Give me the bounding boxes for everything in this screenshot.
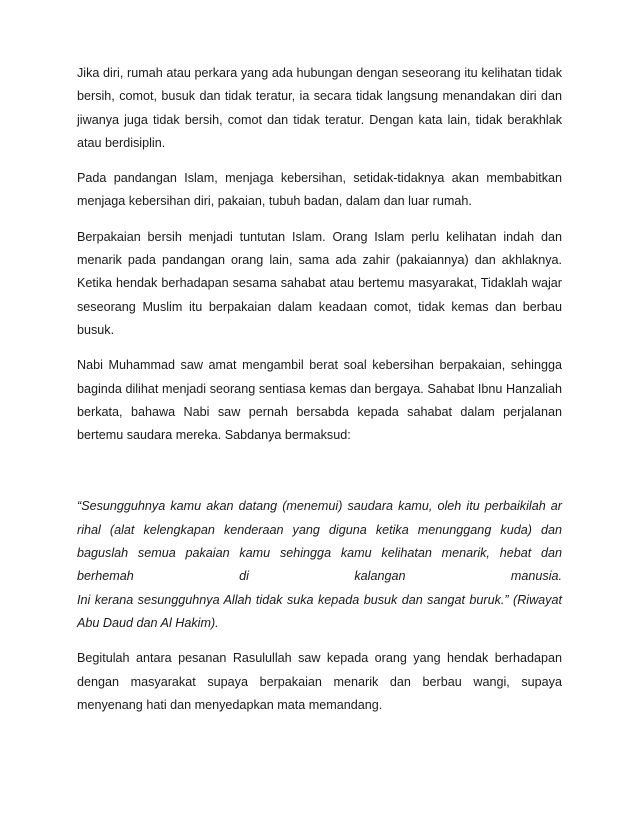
hadith-quote-part-2: Ini kerana sesungguhnya Allah tidak suka kepada busuk dan sangat buruk.” (Riwayat Abu Daud dan Al Hakim).: [77, 592, 562, 630]
closing-paragraph: Begitulah antara pesanan Rasulullah saw kepada orang yang hendak berhadapan dengan masyarakat supaya berpakaian menarik dan berbau wangi, supaya menyenang hati dan menyedapkan mata memandang.: [77, 651, 562, 712]
hadith-quote: [77, 495, 562, 635]
spacer: [77, 459, 562, 495]
paragraph-4: Nabi Muhammad saw amat mengambil berat soal kebersihan berpakaian, sehingga baginda dilihat menjadi seorang sentiasa kemas dan bergaya. Sahabat Ibnu Hanzaliah berkata, bahawa Nabi saw pernah bersabda kepada sahabat dalam perjalanan bertemu saudara mereka. Sabdanya bermaksud:: [77, 358, 562, 443]
paragraph-1: Jika diri, rumah atau perkara yang ada hubungan dengan seseorang itu kelihatan tidak bersih, comot, busuk dan tidak teratur, ia secara tidak langsung menandakan diri dan jiwanya juga tidak bersih, comot dan tidak teratur. Dengan kata lain, tidak berakhlak atau berdisiplin.: [77, 66, 562, 150]
paragraph-3: Berpakaian bersih menjadi tuntutan Islam. Orang Islam perlu kelihatan indah dan menarik pada pandangan orang lain, sama ada zahir (pakaiannya) dan akhlaknya. Ketika hendak berhadapan sesama sahabat atau bertemu masyarakat, Tidaklah wajar seseorang Muslim itu berpakaian dalam keadaan comot, tidak kemas dan berbau busuk.: [77, 229, 562, 337]
hadith-quote-part-1: “Sesungguhnya kamu akan datang (menemui) saudara kamu, oleh itu perbaikilah ar rihal (alat kelengkapan kenderaan yang diguna ketika menunggang kuda) dan baguslah semua pakaian kamu sehingga kamu kelihatan menarik, hebat dan berhemah di kalangan manusia.: [77, 499, 562, 584]
paragraph-2: Pada pandangan Islam, menjaga kebersihan, setidak-tidaknya akan membabitkan menjaga kebersihan diri, pakaian, tubuh badan, dalam dan luar rumah.: [77, 171, 562, 209]
